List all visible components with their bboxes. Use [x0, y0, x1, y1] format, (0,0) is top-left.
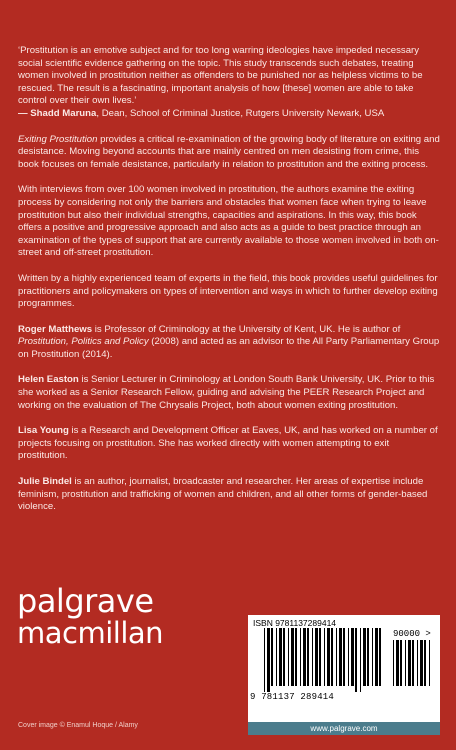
author-bio: Julie Bindel is an author, journalist, broadcaster and researcher. Her areas of expertise include feminism, prostitution and trafficking of women and children, and all other forms of gender-based violence.	[18, 476, 428, 513]
barcode-bar	[315, 628, 318, 686]
barcode-bar	[363, 628, 366, 686]
barcode-bar	[412, 640, 414, 686]
logo-line-macmillan: macmillan	[17, 616, 164, 650]
author-bio: Roger Matthews is Professor of Criminology at the University of Kent, UK. He is author of Prostitution, Politics and Policy (2008) and acted as an advisor to the All Party Parliamentary Group on Prostitution (2014).	[18, 323, 440, 360]
barcode-bar	[429, 640, 430, 686]
barcode-bar	[307, 628, 309, 686]
barcode-digits: 9 781137 289414	[250, 692, 335, 702]
barcode-bar	[291, 628, 294, 686]
barcode-bar	[276, 628, 277, 686]
barcode-bar	[339, 628, 342, 686]
author-book-title: Prostitution, Politics and Policy	[18, 336, 149, 348]
author-bio: Lisa Young is a Research and Development Officer at Eaves, UK, and has worked on a number of projects focusing on prostitution. She has worked directly with women attempting to exit prostitution.	[18, 425, 438, 462]
barcode-bar	[379, 628, 381, 686]
barcode-bar	[300, 628, 301, 686]
barcode-bar	[303, 628, 306, 686]
review-quote	[18, 45, 440, 121]
barcode-bar	[319, 628, 321, 686]
description-paragraph-2: With interviews from over 100 women involved in prostitution, the authors examine the exiting process by considering not only the barriers and obstacles that women face when trying to leave prostitution but also their individual strengths, capacities and aspirations. In this way, this book offers a positive and progressive approach and also acts as a guide to best practice through an examination of the types of support that are currently available to those women involved in both on-street and off-street prostitution.	[18, 184, 439, 259]
quote-attribution	[18, 108, 384, 119]
barcode-bar	[420, 640, 423, 686]
barcode-bar	[264, 628, 265, 692]
barcode-bar	[372, 628, 373, 686]
author-name: Roger Matthews	[18, 323, 93, 335]
barcode-bar	[312, 628, 313, 686]
barcode-bar	[336, 628, 337, 686]
addon-barcode-icon	[393, 640, 433, 692]
quote-author: — Shadd Maruna	[18, 107, 97, 119]
barcode-bar	[295, 628, 297, 686]
barcode-bar	[367, 628, 369, 686]
author-name: Lisa Young	[18, 425, 69, 437]
description-paragraph-1: Exiting Prostitution provides a critical re-examination of the growing body of literature on exiting and desistance. Moving beyond accounts that are mainly centred on men desisting from crime, this book focuses on female desistance, particularly in relation to prostitution and the exiting process.	[18, 133, 440, 170]
back-cover-text	[18, 45, 440, 527]
barcode-bar	[283, 628, 285, 686]
barcode-bar	[405, 640, 406, 686]
barcode-bar	[400, 640, 402, 686]
author-name: Julie Bindel	[18, 476, 72, 488]
author-name: Helen Easton	[18, 374, 79, 386]
barcode-bar	[375, 628, 378, 686]
barcode-bar	[424, 640, 426, 686]
barcode-bar	[271, 628, 273, 686]
barcode-bar	[343, 628, 345, 686]
barcode-bar	[267, 628, 270, 692]
publisher-logo	[17, 582, 164, 650]
ean-barcode-icon	[264, 628, 386, 692]
barcode-bar	[393, 640, 394, 686]
quote-text: ‘Prostitution is an emotive subject and for too long warring ideologies have impeded necessary social scientific evidence gathering on the topic. This study transcends such debates, treating women involved in prostitution neither as offenders to be punished nor as helpless victims to be rescued. The result is a fascinating, important analysis of how [these] women are able to take control over their own lives.’	[18, 45, 423, 107]
cover-credit: Cover image © Enamul Hoque / Alamy	[18, 722, 138, 729]
barcode-bar	[324, 628, 325, 686]
barcode-bar	[288, 628, 289, 686]
barcode-bar	[396, 640, 399, 686]
barcode-bar	[331, 628, 333, 686]
description-paragraph-3: Written by a highly experienced team of experts in the field, this book provides useful guidelines for practitioners and policymakers on types of intervention and ways in which to further develop exiting programmes.	[18, 272, 438, 310]
quote-affiliation: , Dean, School of Criminal Justice, Rutgers University Newark, USA	[96, 107, 385, 119]
barcode-bar	[417, 640, 418, 686]
barcode-bar	[279, 628, 282, 686]
barcode-bar	[327, 628, 330, 686]
barcode-panel	[248, 615, 440, 722]
isbn-label: ISBN 9781137289414	[253, 618, 337, 628]
barcode-bar	[360, 628, 361, 692]
publisher-website: www.palgrave.com	[248, 722, 440, 735]
author-bio: Helen Easton is Senior Lecturer in Criminology at London South Bank University, UK. Prior to this she worked as a Senior Research Fellow, guiding and advising the PEER Research Project and working on the evaluation of The Chrysalis Project, both about women exiting prostitution.	[18, 374, 435, 411]
barcode-bar	[351, 628, 354, 686]
logo-line-palgrave: palgrave	[17, 582, 154, 620]
price-code: 90000 >	[393, 629, 431, 639]
book-title: Exiting Prostitution	[18, 133, 98, 145]
barcode-bar	[408, 640, 411, 686]
barcode-bar	[348, 628, 349, 686]
barcode-bar	[355, 628, 357, 692]
